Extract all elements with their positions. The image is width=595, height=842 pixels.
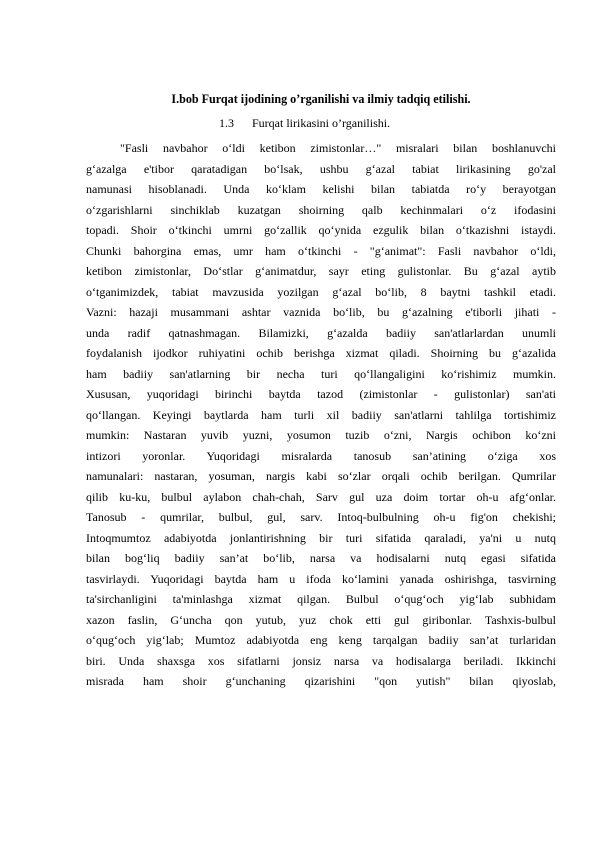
text-line: xazon faslin, G‘uncha qon yutub, yuz chok etti gul giribonlar. Tashxis-bulbul [86,612,556,627]
section-title: Furqat lirikasini o’rganilishi. [252,116,391,130]
text-line: topadi. Shoir o‘tkinchi umrni go‘zallik qo‘ynida ezgulik bilan o‘tkazishni istaydi. [86,223,556,237]
section-subheading [219,116,390,130]
text-line: "Fasli navbahor o‘ldi ketibon zimistonlar…" misralari bilan boshlanuvchi [120,141,556,155]
text-line: o‘zgarishlarni sinchiklab kuzatgan shoirning qalb kechinmalari o‘z ifodasini [86,202,556,217]
text-line: qilib ku-ku, bulbul aylabon chah-chah, Sarv gul uza doim tortar oh-u afg‘onlar. [86,489,556,504]
text-line: Vazni: hazaji musammani ashtar vaznida bo‘lib, bu g‘azalning e'tiborli jihati - [86,305,556,319]
text-line: g‘azalga e'tibor qaratadigan bo‘lsak, ushbu g‘azal tabiat lirikasining go'zal [86,161,556,176]
text-line: Intoqmumtoz adabiyotda jonlantirishning bir turi sifatida qaraladi, ya'ni u nutq [86,530,556,545]
chapter-heading: I.bob Furqat ijodining o’rganilishi va ilmiy tadqiq etilishi. [171,92,471,106]
text-line: tasvirlaydi. Yuqoridagi baytda ham u ifoda ko‘lamini yanada oshirishga, tasvirning [86,571,556,586]
text-line: misrada ham shoir g‘unchaning qizarishini "qon yutish" bilan qiyoslab, [86,674,556,688]
text-line: foydalanish ijodkor ruhiyatini ochib berishga xizmat qiladi. Shoirning bu g‘azalida [86,346,556,360]
text-line: ham badiiy san'atlarning bir necha turi qo‘llangaligini ko‘rishimiz mumkin. [86,366,556,381]
text-line: namunasi hisoblanadi. Unda ko‘klam kelishi bilan tabiatda ro‘y berayotgan [86,182,556,196]
text-line: ketibon zimistonlar, Do‘stlar g‘animatdur, sayr eting gulistonlar. Bu g‘azal aytib [86,264,556,278]
body-paragraph [86,138,556,692]
text-line: bilan bog‘liq badiiy san’at bo‘lib, narsa va hodisalarni nutq egasi sifatida [86,551,556,565]
text-line: unda radif qatnashmagan. Bilamizki, g‘azalda badiiy san'atlarlardan unumli [86,325,556,340]
text-line: o‘tganimizdek, tabiat mavzusida yozilgan g‘azal bo‘lib, 8 baytni tashkil etadi. [86,284,556,299]
text-line: mumkin: Nastaran yuvib yuzni, yosumon tuzib o‘zni, Nargis ochibon ko‘zni [86,428,556,442]
section-number: 1.3 [219,116,234,130]
text-line: Xususan, yuqoridagi birinchi baytda tazod (zimistonlar - gulistonlar) san'ati [86,387,556,401]
text-line: intizori yoronlar. Yuqoridagi misralarda tanosub san’atining o‘ziga xos [86,448,556,463]
text-line: ta'sirchanligini ta'minlashga xizmat qilgan. Bulbul o‘qug‘och yig‘lab subhidam [86,592,556,606]
text-line: namunalari: nastaran, yosuman, nargis kabi so‘zlar orqali ochib berilgan. Qumrilar [86,469,556,483]
text-line: Tanosub - qumrilar, bulbul, gul, sarv. Intoq-bulbulning oh-u fig'on chekishi; [86,510,556,524]
text-line: o‘qug‘och yig‘lab; Mumtoz adabiyotda eng keng tarqalgan badiiy san’at turlaridan [86,633,556,647]
text-line: qo‘llangan. Keyingi baytlarda ham turli xil badiiy san'atlarni tahlilga tortishimiz [86,407,556,422]
text-line: Chunki bahorgina emas, umr ham o‘tkinchi - "g‘animat": Fasli navbahor o‘ldi, [86,243,556,258]
text-line: biri. Unda shaxsga xos sifatlarni jonsiz narsa va hodisalarga beriladi. Ikkinchi [86,653,556,668]
